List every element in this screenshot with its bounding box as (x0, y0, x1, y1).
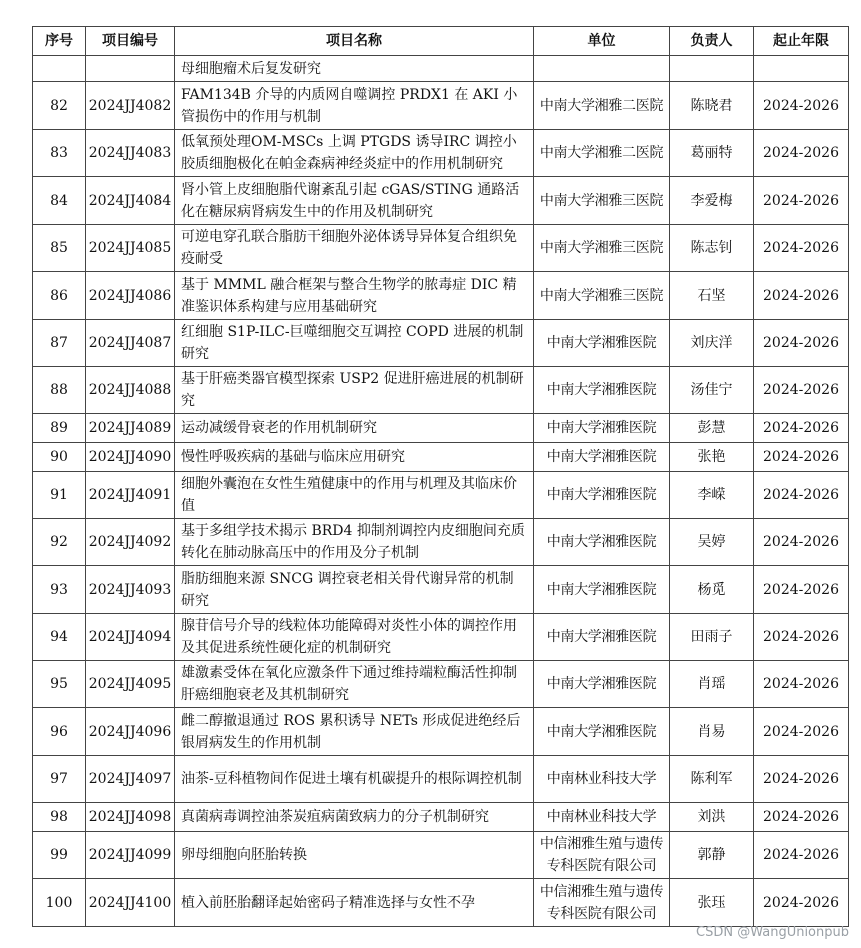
row-leader: 张艳 (670, 443, 754, 472)
header-unit: 单位 (534, 27, 670, 56)
row-period: 2024-2026 (754, 879, 849, 927)
row-leader: 田雨子 (670, 614, 754, 661)
row-unit: 中南大学湘雅医院 (534, 566, 670, 614)
table-row (33, 320, 849, 367)
row-unit (534, 56, 670, 82)
header-period: 起止年限 (754, 27, 849, 56)
row-code: 2024JJ4083 (86, 130, 175, 177)
row-project-name: 运动减缓骨衰老的作用机制研究 (175, 414, 534, 443)
row-seq: 86 (33, 272, 86, 320)
row-seq: 91 (33, 472, 86, 519)
row-code: 2024JJ4091 (86, 472, 175, 519)
row-seq: 84 (33, 177, 86, 225)
row-code: 2024JJ4085 (86, 225, 175, 272)
row-code: 2024JJ4097 (86, 756, 175, 803)
table-row (33, 566, 849, 614)
row-period: 2024-2026 (754, 414, 849, 443)
row-seq: 98 (33, 803, 86, 832)
table-row (33, 756, 849, 803)
row-seq: 92 (33, 519, 86, 566)
row-unit: 中南大学湘雅医院 (534, 320, 670, 367)
row-unit: 中南大学湘雅三医院 (534, 272, 670, 320)
row-project-name: 植入前胚胎翻译起始密码子精准选择与女性不孕 (175, 879, 534, 927)
row-project-name: 母细胞瘤术后复发研究 (175, 56, 534, 82)
row-unit: 中南大学湘雅医院 (534, 519, 670, 566)
row-unit: 中南大学湘雅医院 (534, 414, 670, 443)
row-project-name: 基于多组学技术揭示 BRD4 抑制剂调控内皮细胞间充质转化在肺动脉高压中的作用及分子机制 (175, 519, 534, 566)
header-name: 项目名称 (175, 27, 534, 56)
row-unit: 中南大学湘雅三医院 (534, 177, 670, 225)
table-row (33, 519, 849, 566)
row-seq: 99 (33, 832, 86, 879)
watermark: CSDN @WangUnionpub (696, 925, 849, 940)
row-leader: 李嵘 (670, 472, 754, 519)
row-seq: 96 (33, 708, 86, 756)
row-unit: 中南大学湘雅二医院 (534, 82, 670, 130)
row-project-name: FAM134B 介导的内质网自噬调控 PRDX1 在 AKI 小管损伤中的作用与机制 (175, 82, 534, 130)
row-code: 2024JJ4096 (86, 708, 175, 756)
row-unit: 中南大学湘雅医院 (534, 614, 670, 661)
row-code: 2024JJ4088 (86, 367, 175, 414)
table-row (33, 443, 849, 472)
row-period: 2024-2026 (754, 225, 849, 272)
row-project-name: 低氧预处理OM-MSCs 上调 PTGDS 诱导IRC 调控小胶质细胞极化在帕金森病神经炎症中的作用机制研究 (175, 130, 534, 177)
row-code: 2024JJ4084 (86, 177, 175, 225)
row-seq: 100 (33, 879, 86, 927)
row-seq: 87 (33, 320, 86, 367)
row-project-name: 红细胞 S1P-ILC-巨噬细胞交互调控 COPD 进展的机制研究 (175, 320, 534, 367)
table-row (33, 56, 849, 82)
row-seq: 93 (33, 566, 86, 614)
row-project-name: 肾小管上皮细胞脂代谢紊乱引起 cGAS/STING 通路活化在糖尿病肾病发生中的作用及机制研究 (175, 177, 534, 225)
table-row (33, 225, 849, 272)
row-period: 2024-2026 (754, 566, 849, 614)
table-row (33, 708, 849, 756)
header-code: 项目编号 (86, 27, 175, 56)
row-unit: 中信湘雅生殖与遗传专科医院有限公司 (534, 879, 670, 927)
row-period: 2024-2026 (754, 82, 849, 130)
row-code: 2024JJ4094 (86, 614, 175, 661)
row-leader: 汤佳宁 (670, 367, 754, 414)
header-leader: 负责人 (670, 27, 754, 56)
table-row (33, 803, 849, 832)
row-code (86, 56, 175, 82)
table-row (33, 472, 849, 519)
row-unit: 中南大学湘雅医院 (534, 661, 670, 708)
row-unit: 中南大学湘雅三医院 (534, 225, 670, 272)
row-leader: 郭静 (670, 832, 754, 879)
row-unit: 中南大学湘雅二医院 (534, 130, 670, 177)
row-leader: 张珏 (670, 879, 754, 927)
row-leader: 陈晓君 (670, 82, 754, 130)
table-row (33, 879, 849, 927)
row-code: 2024JJ4087 (86, 320, 175, 367)
row-project-name: 基于肝癌类器官模型探索 USP2 促进肝癌进展的机制研究 (175, 367, 534, 414)
row-leader: 杨觅 (670, 566, 754, 614)
row-period: 2024-2026 (754, 472, 849, 519)
row-period: 2024-2026 (754, 443, 849, 472)
row-leader: 彭慧 (670, 414, 754, 443)
row-unit: 中南林业科技大学 (534, 803, 670, 832)
table-row (33, 272, 849, 320)
table-row (33, 177, 849, 225)
row-period: 2024-2026 (754, 614, 849, 661)
row-code: 2024JJ4090 (86, 443, 175, 472)
row-project-name: 细胞外囊泡在女性生殖健康中的作用与机理及其临床价值 (175, 472, 534, 519)
row-project-name: 脂肪细胞来源 SNCG 调控衰老相关骨代谢异常的机制研究 (175, 566, 534, 614)
row-leader: 李爱梅 (670, 177, 754, 225)
row-period: 2024-2026 (754, 519, 849, 566)
row-project-name: 慢性呼吸疾病的基础与临床应用研究 (175, 443, 534, 472)
row-code: 2024JJ4095 (86, 661, 175, 708)
row-project-name: 雌二醇撤退通过 ROS 累积诱导 NETs 形成促进绝经后银屑病发生的作用机制 (175, 708, 534, 756)
row-code: 2024JJ4099 (86, 832, 175, 879)
row-unit: 中信湘雅生殖与遗传专科医院有限公司 (534, 832, 670, 879)
row-unit: 中南大学湘雅医院 (534, 443, 670, 472)
row-leader: 葛丽特 (670, 130, 754, 177)
table-row (33, 832, 849, 879)
row-leader: 陈志钊 (670, 225, 754, 272)
row-period: 2024-2026 (754, 272, 849, 320)
row-unit: 中南林业科技大学 (534, 756, 670, 803)
row-unit: 中南大学湘雅医院 (534, 708, 670, 756)
row-seq: 97 (33, 756, 86, 803)
row-seq: 82 (33, 82, 86, 130)
row-project-name: 卵母细胞向胚胎转换 (175, 832, 534, 879)
row-code: 2024JJ4092 (86, 519, 175, 566)
table-row (33, 367, 849, 414)
row-period: 2024-2026 (754, 661, 849, 708)
row-seq: 94 (33, 614, 86, 661)
row-leader: 陈利军 (670, 756, 754, 803)
row-period: 2024-2026 (754, 320, 849, 367)
row-project-name: 腺苷信号介导的线粒体功能障碍对炎性小体的调控作用及其促进系统性硬化症的机制研究 (175, 614, 534, 661)
row-period (754, 56, 849, 82)
row-code: 2024JJ4086 (86, 272, 175, 320)
row-project-name: 可逆电穿孔联合脂肪干细胞外泌体诱导异体复合组织免疫耐受 (175, 225, 534, 272)
row-code: 2024JJ4093 (86, 566, 175, 614)
row-project-name: 真菌病毒调控油茶炭疽病菌致病力的分子机制研究 (175, 803, 534, 832)
row-project-name: 油茶-豆科植物间作促进土壤有机碳提升的根际调控机制 (175, 756, 534, 803)
row-seq: 83 (33, 130, 86, 177)
row-leader: 吴婷 (670, 519, 754, 566)
row-seq: 89 (33, 414, 86, 443)
row-code: 2024JJ4082 (86, 82, 175, 130)
row-code: 2024JJ4089 (86, 414, 175, 443)
row-unit: 中南大学湘雅医院 (534, 367, 670, 414)
row-period: 2024-2026 (754, 756, 849, 803)
row-seq: 88 (33, 367, 86, 414)
row-seq (33, 56, 86, 82)
row-leader: 石坚 (670, 272, 754, 320)
row-leader: 肖易 (670, 708, 754, 756)
header-seq: 序号 (33, 27, 86, 56)
row-period: 2024-2026 (754, 832, 849, 879)
table-row (33, 130, 849, 177)
row-period: 2024-2026 (754, 177, 849, 225)
row-leader (670, 56, 754, 82)
row-project-name: 基于 MMML 融合框架与整合生物学的脓毒症 DIC 精准鉴识体系构建与应用基础研究 (175, 272, 534, 320)
project-table (32, 26, 849, 927)
table-row (33, 614, 849, 661)
row-seq: 95 (33, 661, 86, 708)
row-period: 2024-2026 (754, 367, 849, 414)
row-leader: 刘洪 (670, 803, 754, 832)
row-leader: 刘庆洋 (670, 320, 754, 367)
row-seq: 90 (33, 443, 86, 472)
row-period: 2024-2026 (754, 803, 849, 832)
row-unit: 中南大学湘雅医院 (534, 472, 670, 519)
row-leader: 肖瑶 (670, 661, 754, 708)
table-row (33, 82, 849, 130)
header-row (33, 27, 849, 56)
row-seq: 85 (33, 225, 86, 272)
row-code: 2024JJ4098 (86, 803, 175, 832)
row-period: 2024-2026 (754, 130, 849, 177)
table-row (33, 661, 849, 708)
row-code: 2024JJ4100 (86, 879, 175, 927)
row-project-name: 雄激素受体在氧化应激条件下通过维持端粒酶活性抑制肝癌细胞衰老及其机制研究 (175, 661, 534, 708)
row-period: 2024-2026 (754, 708, 849, 756)
table-row (33, 414, 849, 443)
